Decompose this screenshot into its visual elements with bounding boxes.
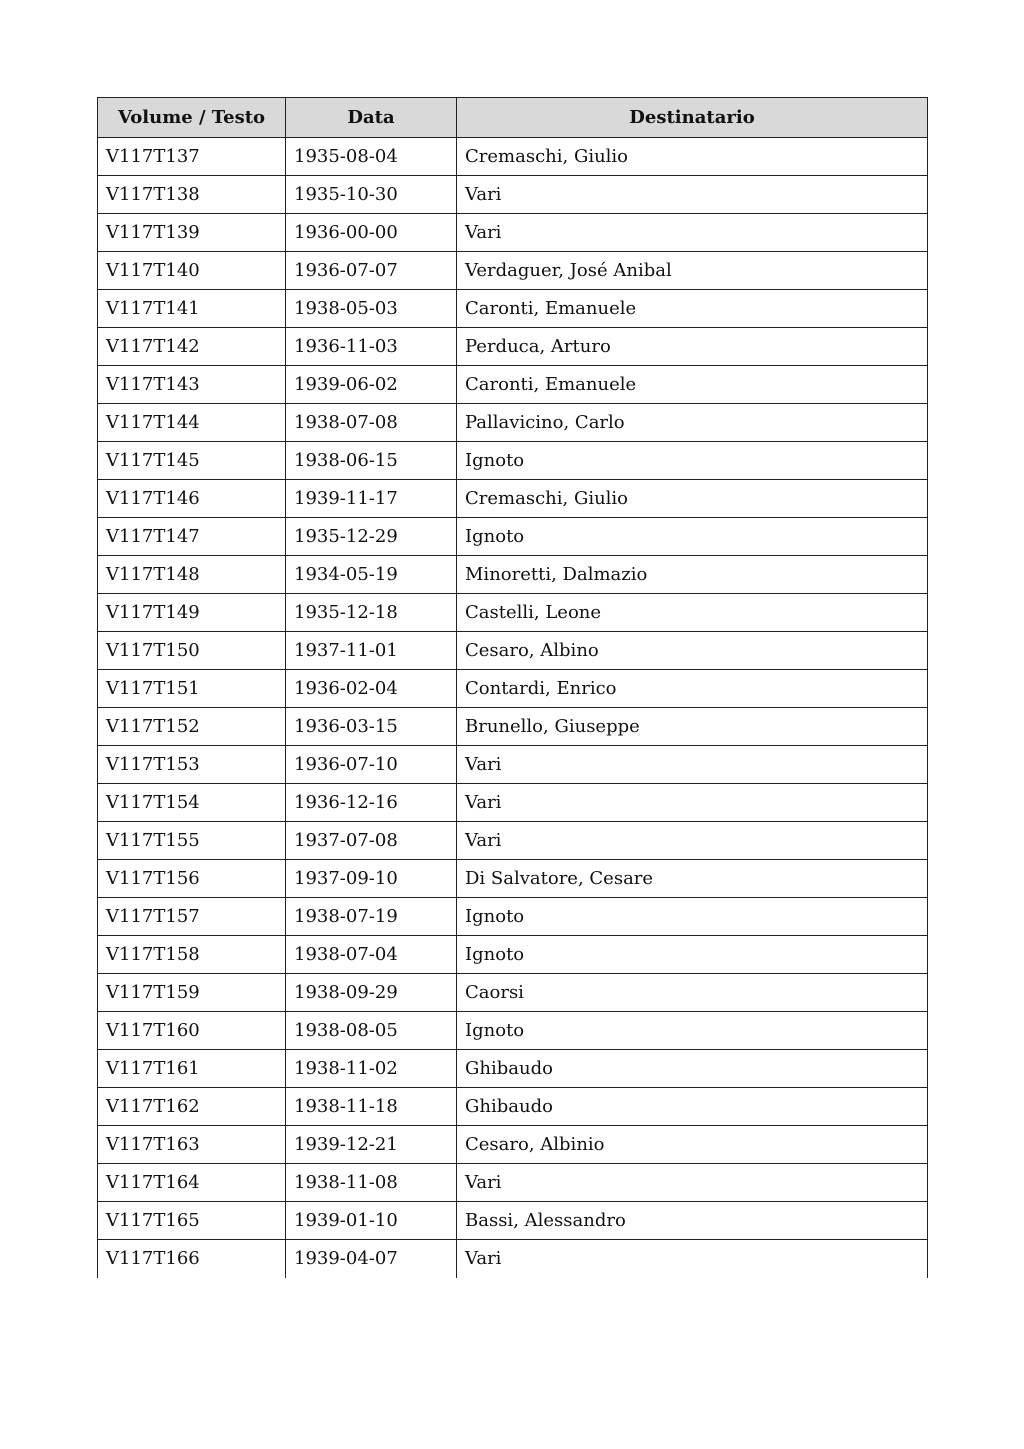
table-row [98, 860, 928, 898]
table-row [98, 556, 928, 594]
letters-table [97, 97, 928, 1278]
cell-data: 1938-08-05 [286, 1012, 457, 1050]
cell-destinatario: Ghibaudo [457, 1050, 928, 1088]
cell-volume-testo: V117T152 [98, 708, 286, 746]
cell-destinatario: Ignoto [457, 1012, 928, 1050]
cell-volume-testo: V117T163 [98, 1126, 286, 1164]
cell-data: 1936-07-07 [286, 252, 457, 290]
cell-destinatario: Caronti, Emanuele [457, 290, 928, 328]
table-row [98, 1126, 928, 1164]
cell-data: 1936-11-03 [286, 328, 457, 366]
cell-data: 1935-08-04 [286, 138, 457, 176]
cell-volume-testo: V117T154 [98, 784, 286, 822]
cell-volume-testo: V117T161 [98, 1050, 286, 1088]
table-row [98, 1240, 928, 1278]
cell-destinatario: Ghibaudo [457, 1088, 928, 1126]
table-row [98, 214, 928, 252]
cell-data: 1936-03-15 [286, 708, 457, 746]
cell-volume-testo: V117T164 [98, 1164, 286, 1202]
cell-destinatario: Vari [457, 1240, 928, 1278]
cell-destinatario: Vari [457, 1164, 928, 1202]
cell-volume-testo: V117T138 [98, 176, 286, 214]
cell-destinatario: Ignoto [457, 518, 928, 556]
cell-data: 1937-07-08 [286, 822, 457, 860]
table-row [98, 936, 928, 974]
cell-destinatario: Cesaro, Albinio [457, 1126, 928, 1164]
cell-destinatario: Cremaschi, Giulio [457, 480, 928, 518]
cell-volume-testo: V117T143 [98, 366, 286, 404]
column-header-volume-testo: Volume / Testo [98, 98, 286, 138]
cell-destinatario: Caorsi [457, 974, 928, 1012]
table-header-row [98, 98, 928, 138]
cell-destinatario: Contardi, Enrico [457, 670, 928, 708]
column-header-destinatario: Destinatario [457, 98, 928, 138]
letters-table-container [97, 97, 927, 1278]
table-row [98, 898, 928, 936]
table-row [98, 594, 928, 632]
cell-data: 1936-07-10 [286, 746, 457, 784]
table-row [98, 480, 928, 518]
table-row [98, 784, 928, 822]
cell-destinatario: Castelli, Leone [457, 594, 928, 632]
table-row [98, 1012, 928, 1050]
cell-destinatario: Ignoto [457, 898, 928, 936]
cell-data: 1934-05-19 [286, 556, 457, 594]
cell-volume-testo: V117T155 [98, 822, 286, 860]
cell-volume-testo: V117T147 [98, 518, 286, 556]
cell-volume-testo: V117T158 [98, 936, 286, 974]
table-row [98, 328, 928, 366]
table-row [98, 632, 928, 670]
cell-destinatario: Di Salvatore, Cesare [457, 860, 928, 898]
cell-destinatario: Vari [457, 746, 928, 784]
column-header-data: Data [286, 98, 457, 138]
cell-destinatario: Caronti, Emanuele [457, 366, 928, 404]
table-row [98, 442, 928, 480]
cell-data: 1935-12-29 [286, 518, 457, 556]
cell-destinatario: Vari [457, 214, 928, 252]
cell-data: 1938-11-08 [286, 1164, 457, 1202]
cell-data: 1935-12-18 [286, 594, 457, 632]
cell-data: 1939-04-07 [286, 1240, 457, 1278]
cell-volume-testo: V117T148 [98, 556, 286, 594]
cell-destinatario: Ignoto [457, 442, 928, 480]
cell-destinatario: Minoretti, Dalmazio [457, 556, 928, 594]
table-row [98, 138, 928, 176]
table-row [98, 1202, 928, 1240]
cell-data: 1938-09-29 [286, 974, 457, 1012]
table-row [98, 290, 928, 328]
cell-volume-testo: V117T149 [98, 594, 286, 632]
cell-volume-testo: V117T150 [98, 632, 286, 670]
cell-volume-testo: V117T142 [98, 328, 286, 366]
cell-volume-testo: V117T140 [98, 252, 286, 290]
cell-volume-testo: V117T166 [98, 1240, 286, 1278]
cell-data: 1938-11-02 [286, 1050, 457, 1088]
table-body [98, 138, 928, 1278]
cell-data: 1938-07-08 [286, 404, 457, 442]
table-row [98, 366, 928, 404]
cell-destinatario: Bassi, Alessandro [457, 1202, 928, 1240]
cell-data: 1937-09-10 [286, 860, 457, 898]
cell-volume-testo: V117T151 [98, 670, 286, 708]
cell-volume-testo: V117T165 [98, 1202, 286, 1240]
cell-volume-testo: V117T157 [98, 898, 286, 936]
cell-volume-testo: V117T145 [98, 442, 286, 480]
cell-volume-testo: V117T137 [98, 138, 286, 176]
table-row [98, 822, 928, 860]
cell-data: 1938-05-03 [286, 290, 457, 328]
cell-volume-testo: V117T144 [98, 404, 286, 442]
cell-volume-testo: V117T153 [98, 746, 286, 784]
cell-data: 1938-11-18 [286, 1088, 457, 1126]
cell-destinatario: Pallavicino, Carlo [457, 404, 928, 442]
cell-volume-testo: V117T156 [98, 860, 286, 898]
table-row [98, 252, 928, 290]
cell-volume-testo: V117T159 [98, 974, 286, 1012]
cell-destinatario: Vari [457, 176, 928, 214]
cell-data: 1938-06-15 [286, 442, 457, 480]
cell-destinatario: Perduca, Arturo [457, 328, 928, 366]
cell-destinatario: Cesaro, Albino [457, 632, 928, 670]
cell-volume-testo: V117T162 [98, 1088, 286, 1126]
cell-data: 1938-07-19 [286, 898, 457, 936]
table-row [98, 1050, 928, 1088]
table-row [98, 518, 928, 556]
table-row [98, 974, 928, 1012]
cell-destinatario: Verdaguer, José Anibal [457, 252, 928, 290]
cell-volume-testo: V117T146 [98, 480, 286, 518]
cell-volume-testo: V117T160 [98, 1012, 286, 1050]
cell-data: 1939-01-10 [286, 1202, 457, 1240]
cell-destinatario: Vari [457, 822, 928, 860]
cell-destinatario: Vari [457, 784, 928, 822]
cell-destinatario: Ignoto [457, 936, 928, 974]
cell-data: 1936-00-00 [286, 214, 457, 252]
cell-destinatario: Brunello, Giuseppe [457, 708, 928, 746]
cell-data: 1938-07-04 [286, 936, 457, 974]
cell-volume-testo: V117T139 [98, 214, 286, 252]
cell-data: 1937-11-01 [286, 632, 457, 670]
cell-data: 1935-10-30 [286, 176, 457, 214]
table-row [98, 176, 928, 214]
table-row [98, 670, 928, 708]
cell-data: 1939-06-02 [286, 366, 457, 404]
cell-data: 1936-02-04 [286, 670, 457, 708]
cell-data: 1939-12-21 [286, 1126, 457, 1164]
cell-data: 1936-12-16 [286, 784, 457, 822]
table-row [98, 746, 928, 784]
table-row [98, 1164, 928, 1202]
cell-destinatario: Cremaschi, Giulio [457, 138, 928, 176]
table-row [98, 708, 928, 746]
cell-volume-testo: V117T141 [98, 290, 286, 328]
cell-data: 1939-11-17 [286, 480, 457, 518]
table-row [98, 404, 928, 442]
table-row [98, 1088, 928, 1126]
